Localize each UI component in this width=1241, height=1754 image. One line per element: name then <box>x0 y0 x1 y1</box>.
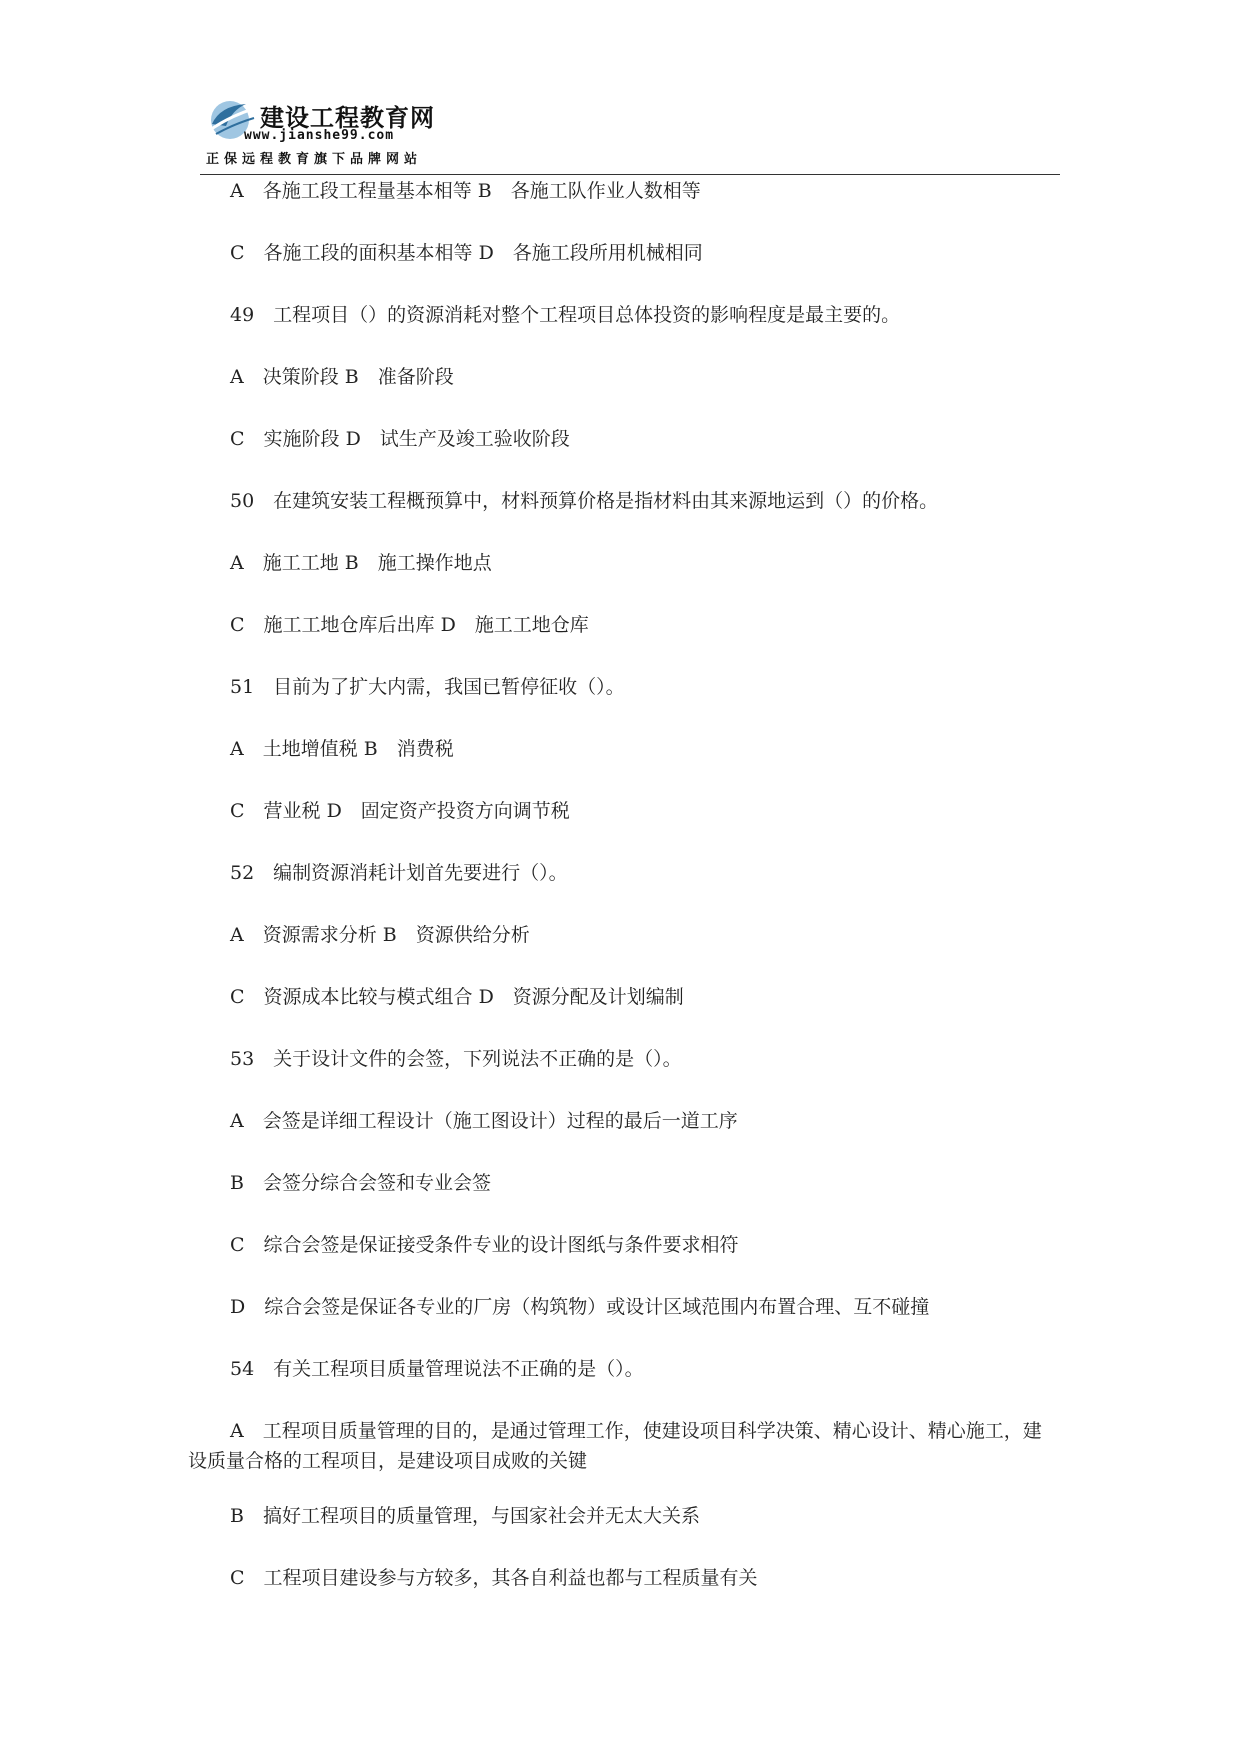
option-line: B 搞好工程项目的质量管理，与国家社会并无太大关系 <box>230 1505 700 1527</box>
option-line: D 综合会签是保证各专业的厂房（构筑物）或设计区域范围内布置合理、互不碰撞 <box>230 1296 930 1318</box>
option-line: A 资源需求分析 B 资源供给分析 <box>230 924 530 946</box>
brand-name: 建设工程教育网 <box>260 104 435 132</box>
site-header <box>200 84 1060 176</box>
option-line: C 各施工段的面积基本相等 D 各施工段所用机械相同 <box>230 242 703 264</box>
option-line: C 资源成本比较与模式组合 D 资源分配及计划编制 <box>230 986 684 1008</box>
question-line: 50 在建筑安装工程概预算中，材料预算价格是指材料由其来源地运到（）的价格。 <box>230 490 939 512</box>
option-line: A 工程项目质量管理的目的，是通过管理工作，使建设项目科学决策、精心设计、精心施工，建设质量合格的工程项目，是建设项目成败的关键 <box>188 1420 1042 1472</box>
question-line: 53 关于设计文件的会签，下列说法不正确的是（）。 <box>230 1048 682 1070</box>
question-line: 49 工程项目（）的资源消耗对整个工程项目总体投资的影响程度是最主要的。 <box>230 304 901 326</box>
option-line: A 施工工地 B 施工操作地点 <box>230 552 492 574</box>
option-line: A 各施工段工程量基本相等 B 各施工队作业人数相等 <box>230 180 701 202</box>
question-line: 52 编制资源消耗计划首先要进行（）。 <box>230 862 568 884</box>
header-divider <box>200 174 1060 175</box>
question-line: 54 有关工程项目质量管理说法不正确的是（）。 <box>230 1358 644 1380</box>
tagline: 正保远程教育旗下品牌网站 <box>206 152 423 167</box>
option-line: A 会签是详细工程设计（施工图设计）过程的最后一道工序 <box>230 1110 738 1132</box>
option-line: B 会签分综合会签和专业会签 <box>230 1172 491 1194</box>
option-line: A 决策阶段 B 准备阶段 <box>230 366 454 388</box>
option-line: C 工程项目建设参与方较多，其各自利益也都与工程质量有关 <box>230 1567 758 1589</box>
option-line: C 综合会签是保证接受条件专业的设计图纸与条件要求相符 <box>230 1234 739 1256</box>
option-line: C 实施阶段 D 试生产及竣工验收阶段 <box>230 428 570 450</box>
site-url: www.jianshe99.com <box>244 128 395 143</box>
option-line: C 施工工地仓库后出库 D 施工工地仓库 <box>230 614 589 636</box>
document-body <box>188 176 1060 1625</box>
question-line: 51 目前为了扩大内需，我国已暂停征收（）。 <box>230 676 625 698</box>
option-line: C 营业税 D 固定资产投资方向调节税 <box>230 800 570 822</box>
option-line: A 土地增值税 B 消费税 <box>230 738 454 760</box>
